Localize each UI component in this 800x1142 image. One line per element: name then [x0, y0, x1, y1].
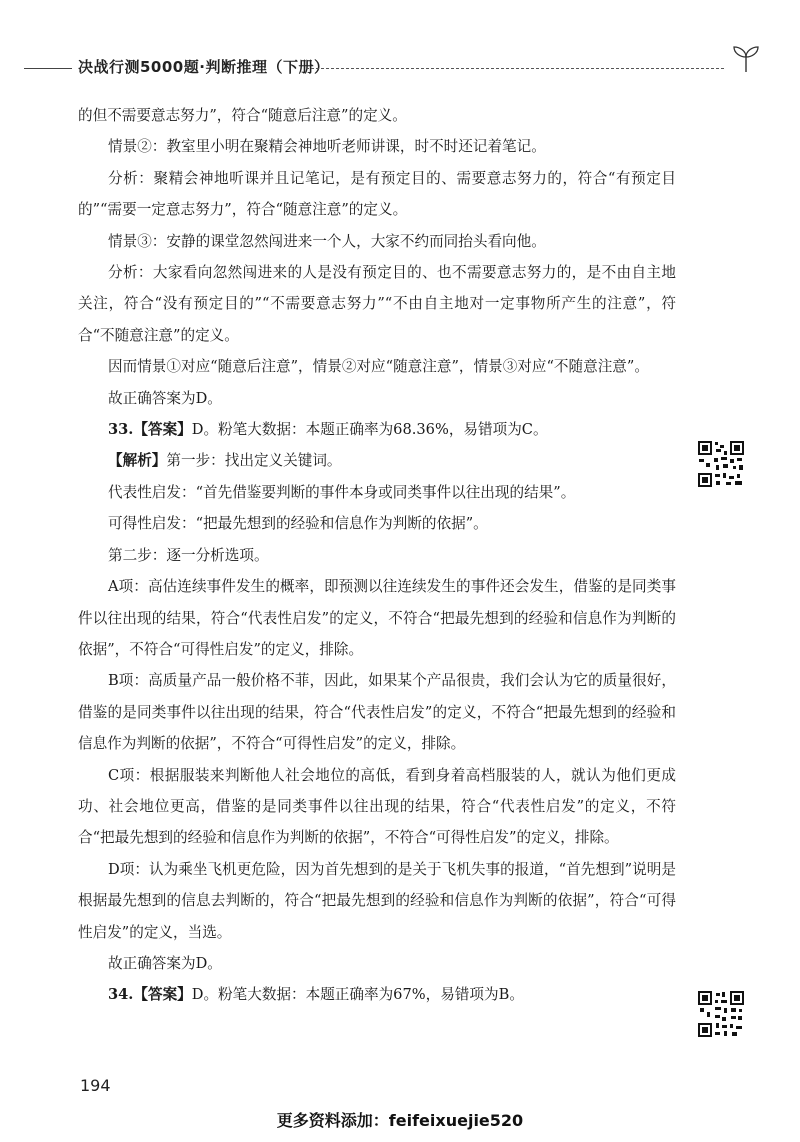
qr-code-icon[interactable]: [697, 440, 745, 488]
body-text: [78, 100, 676, 1011]
paragraph-text: 情景②：教室里小明在聚精会神地听老师讲课，时不时还记着笔记。: [108, 138, 546, 156]
option-d-analysis: [78, 854, 676, 948]
paragraph: [78, 131, 676, 162]
paragraph: [78, 257, 676, 351]
paragraph-text: 第二步：逐一分析选项。: [108, 546, 269, 564]
paragraph-text: 的但不需要意志努力”，符合“随意后注意”的定义。: [78, 107, 407, 124]
paragraph: [78, 948, 676, 979]
paragraph: [78, 540, 676, 571]
qr-code-icon[interactable]: [697, 990, 745, 1038]
paragraph-text: D。粉笔大数据：本题正确率为67%，易错项为B。: [191, 986, 524, 1004]
running-header: [24, 52, 764, 86]
paragraph: [78, 100, 676, 131]
paragraph-text: 因而情景①对应“随意后注意”，情景②对应“随意注意”，情景③对应“不随意注意”。: [108, 358, 649, 376]
paragraph-text: 第一步：找出定义关键词。: [166, 452, 342, 470]
page-number: 194: [80, 1076, 111, 1095]
paragraph: [78, 477, 676, 508]
paragraph: [78, 508, 676, 539]
paragraph-text: D。粉笔大数据：本题正确率为68.36%，易错项为C。: [191, 421, 548, 439]
answer-34: [78, 979, 676, 1010]
paragraph-text: C项：根据服装来判断他人社会地位的高低，看到身着高档服装的人，就认为他们更成功、社会地位更高，借鉴的是同类事件以往出现的结果，符合“代表性启发”的定义，不符合“把最先想到的经验和信息作为判断的依据”，不符合“可得性启发”的定义，排除。: [78, 766, 676, 847]
analysis-heading: [78, 445, 676, 476]
answer-label: 34.【答案】: [108, 986, 192, 1004]
paragraph-text: A项：高估连续事件发生的概率，即预测以往连续发生的事件还会发生，借鉴的是同类事件以往出现的结果，符合“代表性启发”的定义，不符合“把最先想到的经验和信息作为判断的依据”，不符合“可得性启发”的定义，排除。: [78, 578, 676, 658]
paragraph-text: 分析：聚精会神地听课并且记笔记，是有预定目的、需要意志努力的，符合“有预定目的”“需要一定意志努力”，符合“随意注意”的定义。: [78, 169, 676, 219]
option-b-analysis: [78, 665, 676, 759]
answer-33: [78, 414, 676, 445]
paragraph-text: 情景③：安静的课堂忽然闯进来一个人，大家不约而同抬头看向他。: [108, 232, 546, 250]
header-title: 决战行测5000题·判断推理（下册）: [78, 58, 330, 76]
paragraph-text: 分析：大家看向忽然闯进来的人是没有预定目的、也不需要意志努力的，是不由自主地关注，符合“没有预定目的”“不需要意志努力”“不由自主地对一定事物所产生的注意”，符合“不随意注意”的定义。: [78, 264, 676, 344]
paragraph: [78, 226, 676, 257]
paragraph-text: 故正确答案为D。: [108, 389, 222, 407]
analysis-label: 【解析】: [108, 452, 167, 470]
header-rule-left: [24, 68, 72, 69]
paragraph-text: B项：高质量产品一般价格不菲，因此，如果某个产品很贵，我们会认为它的质量很好，借鉴的是同类事件以往出现的结果，符合“代表性启发”的定义，不符合“把最先想到的经验和信息作为判断的依据”，不符合“可得性启发”的定义，排除。: [78, 672, 676, 753]
paragraph: [78, 383, 676, 414]
header-rule-right: [306, 68, 724, 69]
sprout-icon: [728, 44, 764, 74]
paragraph: [78, 163, 676, 226]
footer-note: 更多资料添加：feifeixuejie520: [276, 1111, 524, 1130]
paragraph-text: 故正确答案为D。: [108, 954, 222, 972]
paragraph: [78, 351, 676, 382]
paragraph-text: D项：认为乘坐飞机更危险，因为首先想到的是关于飞机失事的报道，“首先想到”说明是根据最先想到的信息去判断的，符合“把最先想到的经验和信息作为判断的依据”，符合“可得性启发”的定义，当选。: [78, 860, 676, 941]
answer-label: 33.【答案】: [108, 421, 192, 439]
paragraph-text: 代表性启发：“首先借鉴要判断的事件本身或同类事件以往出现的结果”。: [108, 483, 576, 501]
option-a-analysis: [78, 571, 676, 665]
option-c-analysis: [78, 760, 676, 854]
paragraph-text: 可得性启发：“把最先想到的经验和信息作为判断的依据”。: [108, 515, 488, 533]
